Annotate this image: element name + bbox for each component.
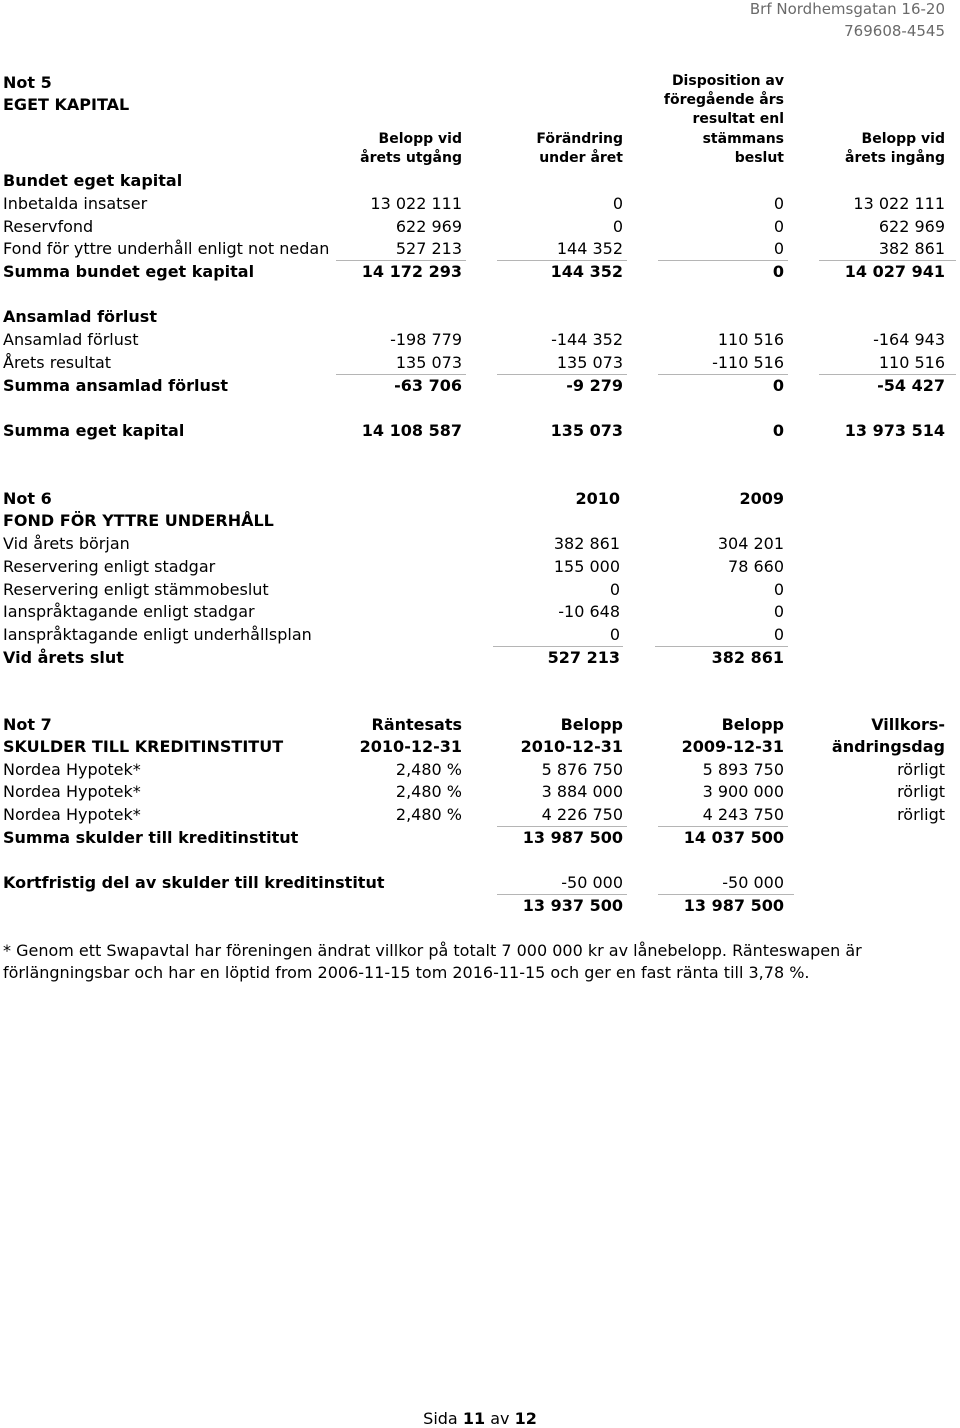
sum-value: 144 352	[550, 262, 623, 281]
short-term-value: -50 000	[722, 873, 784, 892]
cell-value: 110 516	[878, 353, 945, 372]
cell-value: 0	[773, 239, 784, 258]
row-label: Vid årets början	[3, 534, 130, 553]
note5-title: EGET KAPITAL	[3, 95, 130, 114]
sum-label: Summa skulder till kreditinstitut	[3, 828, 299, 847]
cell-value: 622 969	[395, 217, 462, 236]
cell-value: -110 516	[712, 353, 784, 372]
sum-rule	[497, 260, 627, 261]
note5-col4-header-l1: Belopp vid	[861, 131, 945, 147]
ansamlad-section-title: Ansamlad förlust	[3, 307, 157, 326]
page-total: 12	[514, 1409, 537, 1428]
note5-col1-header-l1: Belopp vid	[378, 131, 462, 147]
org-number: 769608-4545	[844, 22, 945, 40]
loan-terms: rörligt	[897, 805, 945, 824]
net-value: 13 987 500	[683, 896, 784, 915]
page-middle: av	[490, 1409, 510, 1428]
total-value: 0	[772, 421, 784, 440]
sum-value: 527 213	[547, 648, 620, 667]
sum-rule	[497, 374, 627, 375]
cell-value: -164 943	[873, 330, 945, 349]
note6-year-2009: 2009	[739, 489, 784, 508]
bundet-section-title: Bundet eget kapital	[3, 171, 183, 190]
cell-value: 0	[609, 580, 620, 599]
cell-value: 13 022 111	[853, 194, 945, 213]
total-value: 13 973 514	[844, 421, 945, 440]
cell-value: 144 352	[556, 239, 623, 258]
sum-label: Summa bundet eget kapital	[3, 262, 255, 281]
total-value: 14 108 587	[361, 421, 462, 440]
row-label: Årets resultat	[3, 353, 112, 372]
cell-value: 527 213	[395, 239, 462, 258]
cell-value: 0	[612, 217, 623, 236]
note5-col3-header-l1: Disposition av	[671, 73, 784, 89]
sum-value: 14 172 293	[361, 262, 462, 281]
sum-rule	[658, 374, 788, 375]
cell-value: 13 022 111	[370, 194, 462, 213]
note7-title: SKULDER TILL KREDITINSTITUT	[3, 737, 284, 756]
loan-lender: Nordea Hypotek*	[3, 805, 141, 824]
note7-amt2009-header-l2: 2009-12-31	[681, 737, 784, 756]
cell-value: 0	[612, 194, 623, 213]
short-term-value: -50 000	[561, 873, 623, 892]
loan-terms: rörligt	[897, 782, 945, 801]
sum-rule	[336, 374, 466, 375]
note7-amt2010-header-l1: Belopp	[560, 715, 623, 734]
row-label: Reservfond	[3, 217, 94, 236]
page-number: 11	[462, 1409, 486, 1428]
row-label: Fond för yttre underhåll enligt not nedan	[3, 239, 330, 258]
loan-lender: Nordea Hypotek*	[3, 760, 141, 779]
row-label: Inbetalda insatser	[3, 194, 148, 213]
note7-amt2009-header-l1: Belopp	[721, 715, 784, 734]
cell-value: 382 861	[553, 534, 620, 553]
note6-title: FOND FÖR YTTRE UNDERHÅLL	[3, 511, 274, 530]
sum-rule	[493, 646, 623, 647]
cell-value: 78 660	[728, 557, 784, 576]
loan-amount-2010: 3 884 000	[541, 782, 623, 801]
loan-amount-2009: 4 243 750	[702, 805, 784, 824]
cell-value: 110 516	[717, 330, 784, 349]
note5-col2-header-l1: Förändring	[536, 131, 623, 147]
loan-amount-2009: 5 893 750	[702, 760, 784, 779]
row-label: Reservering enligt stämmobeslut	[3, 580, 269, 599]
note7-terms-header-l2: ändringsdag	[831, 737, 945, 756]
cell-value: 0	[773, 194, 784, 213]
sum-value: 0	[772, 262, 784, 281]
note5-col3-header-l4: stämmans	[702, 131, 784, 147]
cell-value: 622 969	[878, 217, 945, 236]
note5-col3-header-l3: resultat enl	[692, 111, 784, 127]
sum-label: Vid årets slut	[3, 648, 124, 667]
net-value: 13 937 500	[522, 896, 623, 915]
note6-number: Not 6	[3, 489, 52, 508]
sum-rule	[658, 894, 794, 895]
footnote-line-1: * Genom ett Swapavtal har föreningen ändrat villkor på totalt 7 000 000 kr av lånebelopp. Ränteswapen är	[3, 941, 862, 960]
org-name: Brf Nordhemsgatan 16-20	[749, 0, 945, 18]
cell-value: 0	[773, 625, 784, 644]
cell-value: 0	[773, 580, 784, 599]
total-value: 135 073	[550, 421, 623, 440]
loan-amount-2010: 5 876 750	[541, 760, 623, 779]
cell-value: -10 648	[558, 602, 620, 621]
row-label: Reservering enligt stadgar	[3, 557, 216, 576]
cell-value: -144 352	[551, 330, 623, 349]
cell-value: 304 201	[717, 534, 784, 553]
note7-number: Not 7	[3, 715, 52, 734]
note5-col1-header-l2: årets utgång	[360, 150, 462, 166]
row-label: Ianspråktagande enligt underhållsplan	[3, 625, 312, 644]
cell-value: 0	[773, 217, 784, 236]
row-label: Ansamlad förlust	[3, 330, 139, 349]
note6-year-2010: 2010	[575, 489, 620, 508]
sum-value: -54 427	[877, 376, 945, 395]
sum-rule	[497, 894, 627, 895]
loan-amount-2010: 4 226 750	[541, 805, 623, 824]
note5-col3-header-l5: beslut	[734, 150, 784, 166]
note7-terms-header-l1: Villkors-	[871, 715, 945, 734]
cell-value: 0	[609, 625, 620, 644]
loan-rate: 2,480 %	[395, 760, 462, 779]
sum-value: -9 279	[566, 376, 623, 395]
short-term-label: Kortfristig del av skulder till kreditinstitut	[3, 873, 385, 892]
sum-rule	[655, 646, 788, 647]
page-footer	[0, 1409, 960, 1428]
loan-amount-2009: 3 900 000	[702, 782, 784, 801]
footnote-line-2: förlängningsbar och har en löptid from 2006-11-15 tom 2016-11-15 och ger en fast ränta till 3,78 %.	[3, 963, 810, 982]
total-label: Summa eget kapital	[3, 421, 185, 440]
cell-value: 135 073	[556, 353, 623, 372]
sum-rule	[497, 826, 627, 827]
row-label: Ianspråktagande enligt stadgar	[3, 602, 255, 621]
cell-value: 155 000	[553, 557, 620, 576]
note7-rate-header-l1: Räntesats	[371, 715, 462, 734]
sum-rule	[819, 260, 956, 261]
loan-lender: Nordea Hypotek*	[3, 782, 141, 801]
note5-number: Not 5	[3, 73, 52, 92]
page-prefix: Sida	[423, 1409, 458, 1428]
sum-rule	[658, 826, 788, 827]
note5-col2-header-l2: under året	[539, 150, 623, 166]
loan-terms: rörligt	[897, 760, 945, 779]
sum-rule	[658, 260, 788, 261]
cell-value: -198 779	[390, 330, 462, 349]
sum-value: 13 987 500	[522, 828, 623, 847]
sum-value: 382 861	[711, 648, 784, 667]
cell-value: 0	[773, 602, 784, 621]
sum-value: -63 706	[394, 376, 462, 395]
sum-label: Summa ansamlad förlust	[3, 376, 228, 395]
sum-rule	[819, 374, 956, 375]
note7-rate-header-l2: 2010-12-31	[359, 737, 462, 756]
loan-rate: 2,480 %	[395, 782, 462, 801]
note7-amt2010-header-l2: 2010-12-31	[520, 737, 623, 756]
cell-value: 382 861	[878, 239, 945, 258]
loan-rate: 2,480 %	[395, 805, 462, 824]
cell-value: 135 073	[395, 353, 462, 372]
sum-value: 14 037 500	[683, 828, 784, 847]
note5-col4-header-l2: årets ingång	[845, 150, 945, 166]
sum-value: 14 027 941	[844, 262, 945, 281]
sum-value: 0	[772, 376, 784, 395]
note5-col3-header-l2: föregående års	[663, 92, 784, 108]
sum-rule	[336, 260, 466, 261]
